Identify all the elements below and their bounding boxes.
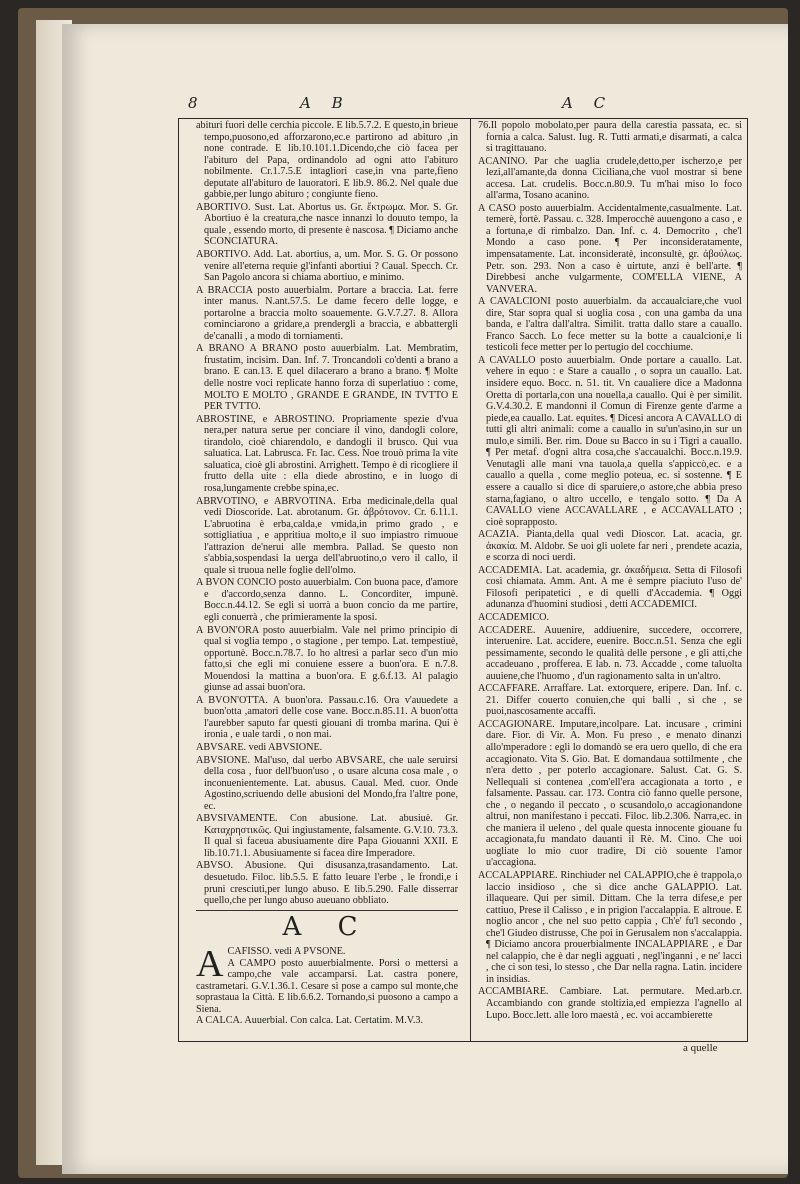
entry: ACANINO. Par che uaglia crudele,detto,per ischerzo,e per lezi,all'amante,da donna Ciciliana,che vuol mostrar si bene accesa. Lat. crudelis. Bocc.n.80.9. Tu m'hai miso lo foco all'arma, Tosano acanino. bbox=[478, 155, 742, 202]
page-number: 8 bbox=[188, 94, 198, 112]
entry: A CAMPO posto auuerbialmente. Porsi o mettersi a campo,che vale accamparsi. Lat. castra ponere, castrametari. G.V.1.36.1. Cesare si pose a campo sul monte,che soprastaua la Città. E lib.6.6.2. Tornando,si puosono a campo a Siena. bbox=[196, 957, 458, 1015]
left-running-head: A B bbox=[300, 94, 351, 112]
entry: A CAVALLO posto auuerbialm. Onde portare a cauallo. Lat. vehere in equo : e Stare a cauallo , o sopra un cauallo. Lat. insidere equo. Bocc. n. 51. tit. Vn caualiere dice a Madonna Oretta di portarla,con una nouella,a cauallo. Qui è per similit. G.V.4.30.2. E mandonni il Comun di Firenze gente d'arme a piede,ea cauallo. Lat. equites. ¶ Dicesi ancora A CAVALLO di tutti gli altri animali: come a cauallo in su'un'asino,in sur un mulo,e simili. Ber. rim. Doue su Bacco in su i Tigri a cauallo. ¶ Per metaf. d'ogni altra cosa,che s'accaualchi. Bocc.n.19.9. Venutagli alle mani vna tauola,a quella s'appiccò,ec. e a cauallo a quella , come meglio poteua, ec. si sostenne. ¶ E essere a cauallo si dice di sparuiere,o astore,che abbia preso starna,fagiano, o altro uccello, e tengalo sotto. ¶ Da A CAVALLO viene ACCAVALLARE , e ACCAVALLATO ; cioè soprapposto. bbox=[478, 354, 742, 528]
catchword: a quelle bbox=[683, 1042, 718, 1054]
entry: A BRACCIA posto auuerbialm. Portare a braccia. Lat. ferre inter manus. N.ant.57.5. Le dame fecero delle logge, e portarolne a braccia molto soauemente. G.V.7.27. 8. Allora cominciarono a gridare,a prendergli a braccia, e abbattergli de'canalli , a modo di torniamenti. bbox=[196, 284, 458, 342]
drop-cap: A bbox=[196, 946, 224, 985]
entry: CAFISSO. vedi A PVSONE. bbox=[227, 946, 346, 957]
entry: ABROSTINE, e ABROSTINO. Propriamente spezie d'vua nera,per natura serue per conciare il vino, dandogli colore, tirandolo, cioè chiarendolo, e dandogli il brusco. Qui vua saluatica. Lat. Labrusca. Fr. Iac. Cess. Noe trouò prima la vite saluatica, cioè gli abrostini. Arrighett. Tempo è di ricogliere il frutto della uite : ella diede abrostino, e in luogo di rosa,lungamente crebbe spina,ec. bbox=[196, 413, 458, 494]
entry: A BVON'OTTA. A buon'ora. Passau.c.16. Ora v'auuedete a buon'otta ,amatori delle cose vane. Bocc.n.85.11. A buon'otta l'aurebber saputo far questi giouani di tromba marina. Qui è ironia , e uale tardi , o non mai. bbox=[196, 694, 458, 741]
entry: ACCALAPPIARE. Rinchiuder nel CALAPPIO,che è trappola,o laccio insidioso , che sì dice anche GALAPPIO. Lat. illaqueare. Qui per simil. Dittam. Che la terra difese,e per cattiuo, Prese il Calisso , e in prigion l'accalappia. E altroue. E noglio ancor , che nel suo petto cappia , Ch'e' fu'l secondo , che'l Giudeo distrusse, Che poi in Gerusalem non s'accalappia. ¶ Diciamo ancora prouerbialmente INCALAPPIARE , e Dar nel calappio, che è dar negli agguati , negl'inganni , e ne' lacci , che ci son tesi, lo stesso , che Dar nella ragna. Latin. incidere in insidias. bbox=[478, 870, 742, 985]
entry: ACCAGIONARE. Imputare,incolpare. Lat. incusare , crimini dare. Fior. di Vir. A. Mon. Fu preso , e menato dinanzi allo'mperadore : egli lo domandò se era uero quello, di che era accagionato. Vita S. Gio. Bat. E domandaua sottilmente , che n'era detto , per poterlo accagionare. Salust. Cat. G. S. Nellequali si contenea ,com'ell'era accagionata a torto , e falsamente. Passau. car. 173. Contra ciò fanno quelle persone, che , o negando il peccato , o scusandolo,o accagionandone altrui, non manifestano i peccati. Filoc. lib.2.306. Narra,ec. in che maniera il ueleno , del quale questa innocente giouane fu accagionata,fu mandato dauanti il Rè. M. Cino. Che uoi uogliate lo mio cuor tradire, Di ciò souente l'amor u'accagiona. bbox=[478, 718, 742, 869]
entry: ABORTIVO. Sust. Lat. Abortus us. Gr. ἔκτρωμα. Mor. S. Gr. Abortiuo è la creatura,che nasce innanzi lo douuto tempo, la quale , essendo morto, di presente è nascosa. ¶ Diciamo anche SCONCIATURA. bbox=[196, 201, 458, 248]
column-divider bbox=[470, 118, 471, 1042]
entry: A BVON CONCIO posto auuerbialm. Con buona pace, d'amore e d'accordo,senza danno. L. Concorditer, impunè. Bocc.n.44.12. Se egli si uorrà a buon concio da me partire, egli conuerrà , che primieramente la sposi. bbox=[196, 577, 458, 623]
entry: 76.Il popolo mobolato,per paura della carestia passata, ec. si fornia a calca. Salust. Iug. R. Tutti armati,e disarmati, a calca si tragittauano. bbox=[478, 120, 742, 155]
entry: A BRANO A BRANO posto auuerbialm. Lat. Membratim, frustatim, incisim. Dan. Inf. 7. Troncandoli co'denti a brano a brano. E can.13. E quel dilaceraro a brano a brano. ¶ Molte delle nostre voci replicate hanno forza di superlatiuo : come, MOLTO E MOLTO , GRANDE E GRANDE, IN TVTTO E PER TVTTO. bbox=[196, 343, 458, 413]
section-rule bbox=[196, 910, 458, 911]
entry: ACCADEMICO. bbox=[478, 611, 550, 623]
entry: ABVSIVAMENTE. Con abusione. Lat. abusiuè. Gr. Καταχρηστικῶς. Qui ingiustamente, falsamente. G.V.10. 73.3. Il qual sì faceua abusiuamente dire Papa Giouanni XXII. E lib.10.71.1. Abusiuamente si facea dire Imperadore. bbox=[196, 813, 458, 859]
right-column bbox=[478, 120, 742, 1036]
entry: ABORTIVO. Add. Lat. abortius, a, um. Mor. S. G. Or possono venire all'eterna requie gl'infanti abortiui ? Caual. Specch. Cr. San Pagolo ancora si chiama abortiuo, e minimo. bbox=[196, 249, 458, 284]
entry: ACCAMBIARE. Cambiare. Lat. permutare. Med.arb.cr. Accambiando con grande stoltizia,ed empiezza l'agnello al Lupo. Bocc.lett. alle loro maestà , ec. voi accambierette bbox=[478, 986, 742, 1021]
entry: A CASO posto auuerbialm. Accidentalmente,casualmente. Lat. temerè, fortè. Passau. c. 328. Imperocchè auuengono a caso , e a fortuna,e di rimbalzo. Dan. Inf. c. 4. Democrito , che'l Mondo a caso pone. ¶ Per inconsideratamente, impensatamente. Lat. inconsideratè, inconsultè, gr. ἀβούλως. Petr. son. 293. Non a caso è uirtute, anzi è bell'arte. ¶ Direbbesi anche vulgarmente, COM'ELLA VIENE, A VANVERA. bbox=[478, 202, 742, 295]
right-running-head: A C bbox=[562, 94, 614, 112]
entry: ACAZIA. Pianta,della qual vedi Dioscor. Lat. acacia, gr. ἀκακία. M. Aldobr. Se uoi gli uolete far neri , prendete acazia, e scorza di noci uerdi. bbox=[478, 529, 742, 564]
entry: ACCAFFARE. Arraffare. Lat. extorquere, eripere. Dan. Inf. c. 21. Differ couerto conuien,che qui balli , sì che , se puoi,nascosamente accaffi. bbox=[478, 683, 742, 718]
entry: A BVON'ORA posto auuerbialm. Vale nel primo principio di qual si voglia tempo , o stagione , per tempo. Lat. tempestiuè, opportunè. Bocc.n.78.7. Io ho altresì a parlar seco d'un mio fatto,sì che egli mi conuiene essere a buon'ora. E n.7.8. Mouendosi la mattina a buon'ora. E g.6.f.13. Al palagio giunse ad assai buon'ora. bbox=[196, 624, 458, 694]
entry: ACCADERE. Auuenire, addiuenire, succedere, occorrere, interuenire. Lat. accidere, euenire. Bocc.n.51. Senza che egli pessimamente, secondo le qualità delle persone , e gli atti,che accadeuano , profferea. E lab. n. 73. Accadde , come taluolta auuiene,che l'huomo , d'un ragionamento salta in un'altro. bbox=[478, 624, 742, 682]
section-title: A C bbox=[282, 912, 372, 942]
section-entries bbox=[196, 946, 458, 1036]
entry: ABVSO. Abusione. Qui disusanza,trasandamento. Lat. desuetudo. Filoc. lib.5.5. E fatto leuare l'erbe , le frondi,e i pruni cresciuti,per lungo abuso. E lib.5.290. Falle disserrar quello,che per lungo abuso aueuano obbliato. bbox=[196, 860, 458, 907]
entry: A CAVALCIONI posto auuerbialm. da accaualciare,che vuol dire, Star sopra qual si uoglia cosa , con una gamba da una banda, e l'altra dall'altra. Similit. tratta dallo stare a cauallo. Franco Sacch. Lo fece metter su la botte a caualcioni,e li testicoli fece metter per lo pertugio del cocchiume. bbox=[478, 296, 742, 354]
entry: ABVSIONE. Mal'uso, dal uerbo ABVSARE, che uale seruirsi della cosa , fuor dell'buon'uso , o usare alcuna cosa male , o inconuenientemente. Lat. abusus. Caual. Med. cuor. Onde Agostino,scriuendo delle abusioni del Mondo,fra l'altre pone, ec. bbox=[196, 754, 458, 812]
entry: abituri fuori delle cerchia piccole. E lib.5.7.2. E questo,in brieue tempo,puosono,ed afforzarono,ec.e partirono ad abituro ,in none contrade. E lib.10.101.1.Dicendo,che ciò facea per l'abituro del Papa, ordinandolo ad ogni atto l'abituro nobilmente. Cr.1.7.5.E intagliori case,in vna parte,fieno deputate all'abituro de lauoratori. E lib.9. 86.2. Nel quale due gabbie,per lungo abituro ; congiunte fieno. bbox=[196, 120, 458, 201]
entry: ABVSARE. vedi ABVSIONE. bbox=[196, 741, 323, 753]
entry: ACCADEMIA. Lat. academia, gr. ἀκαδήμεια. Setta di Filosofi così chiamata. Amm. Ant. A me è sempre piaciuto l'uso de' Filosofi peripatetici , e di quelli d'Accademia. ¶ Oggi adunanza d'huomini studiosi , detti ACCADEMICI. bbox=[478, 564, 742, 611]
entry: ABRVOTINO, e ABRVOTINA. Erba medicinale,della qual vedi Dioscoride. Lat. abrotanum. Gr. ἀβρότονον. Cr. 6.11.1. L'abruotina è erba,calda,e vmida,in primo grado , e sottigliatiua , e appritiua molto,e il suo impiastro rimuoue l'attrazion de'nerui alle membra. Pallad. Se questo non s'abbia,sospendasi la uerga dell'abruotino,o vero il callo, il quale si truoua nelle foglie dell'olmo. bbox=[196, 495, 458, 576]
entry: A CALCA. Auuerbial. Con calca. Lat. Certatim. M.V.3. bbox=[196, 1015, 424, 1026]
left-column bbox=[196, 120, 458, 910]
